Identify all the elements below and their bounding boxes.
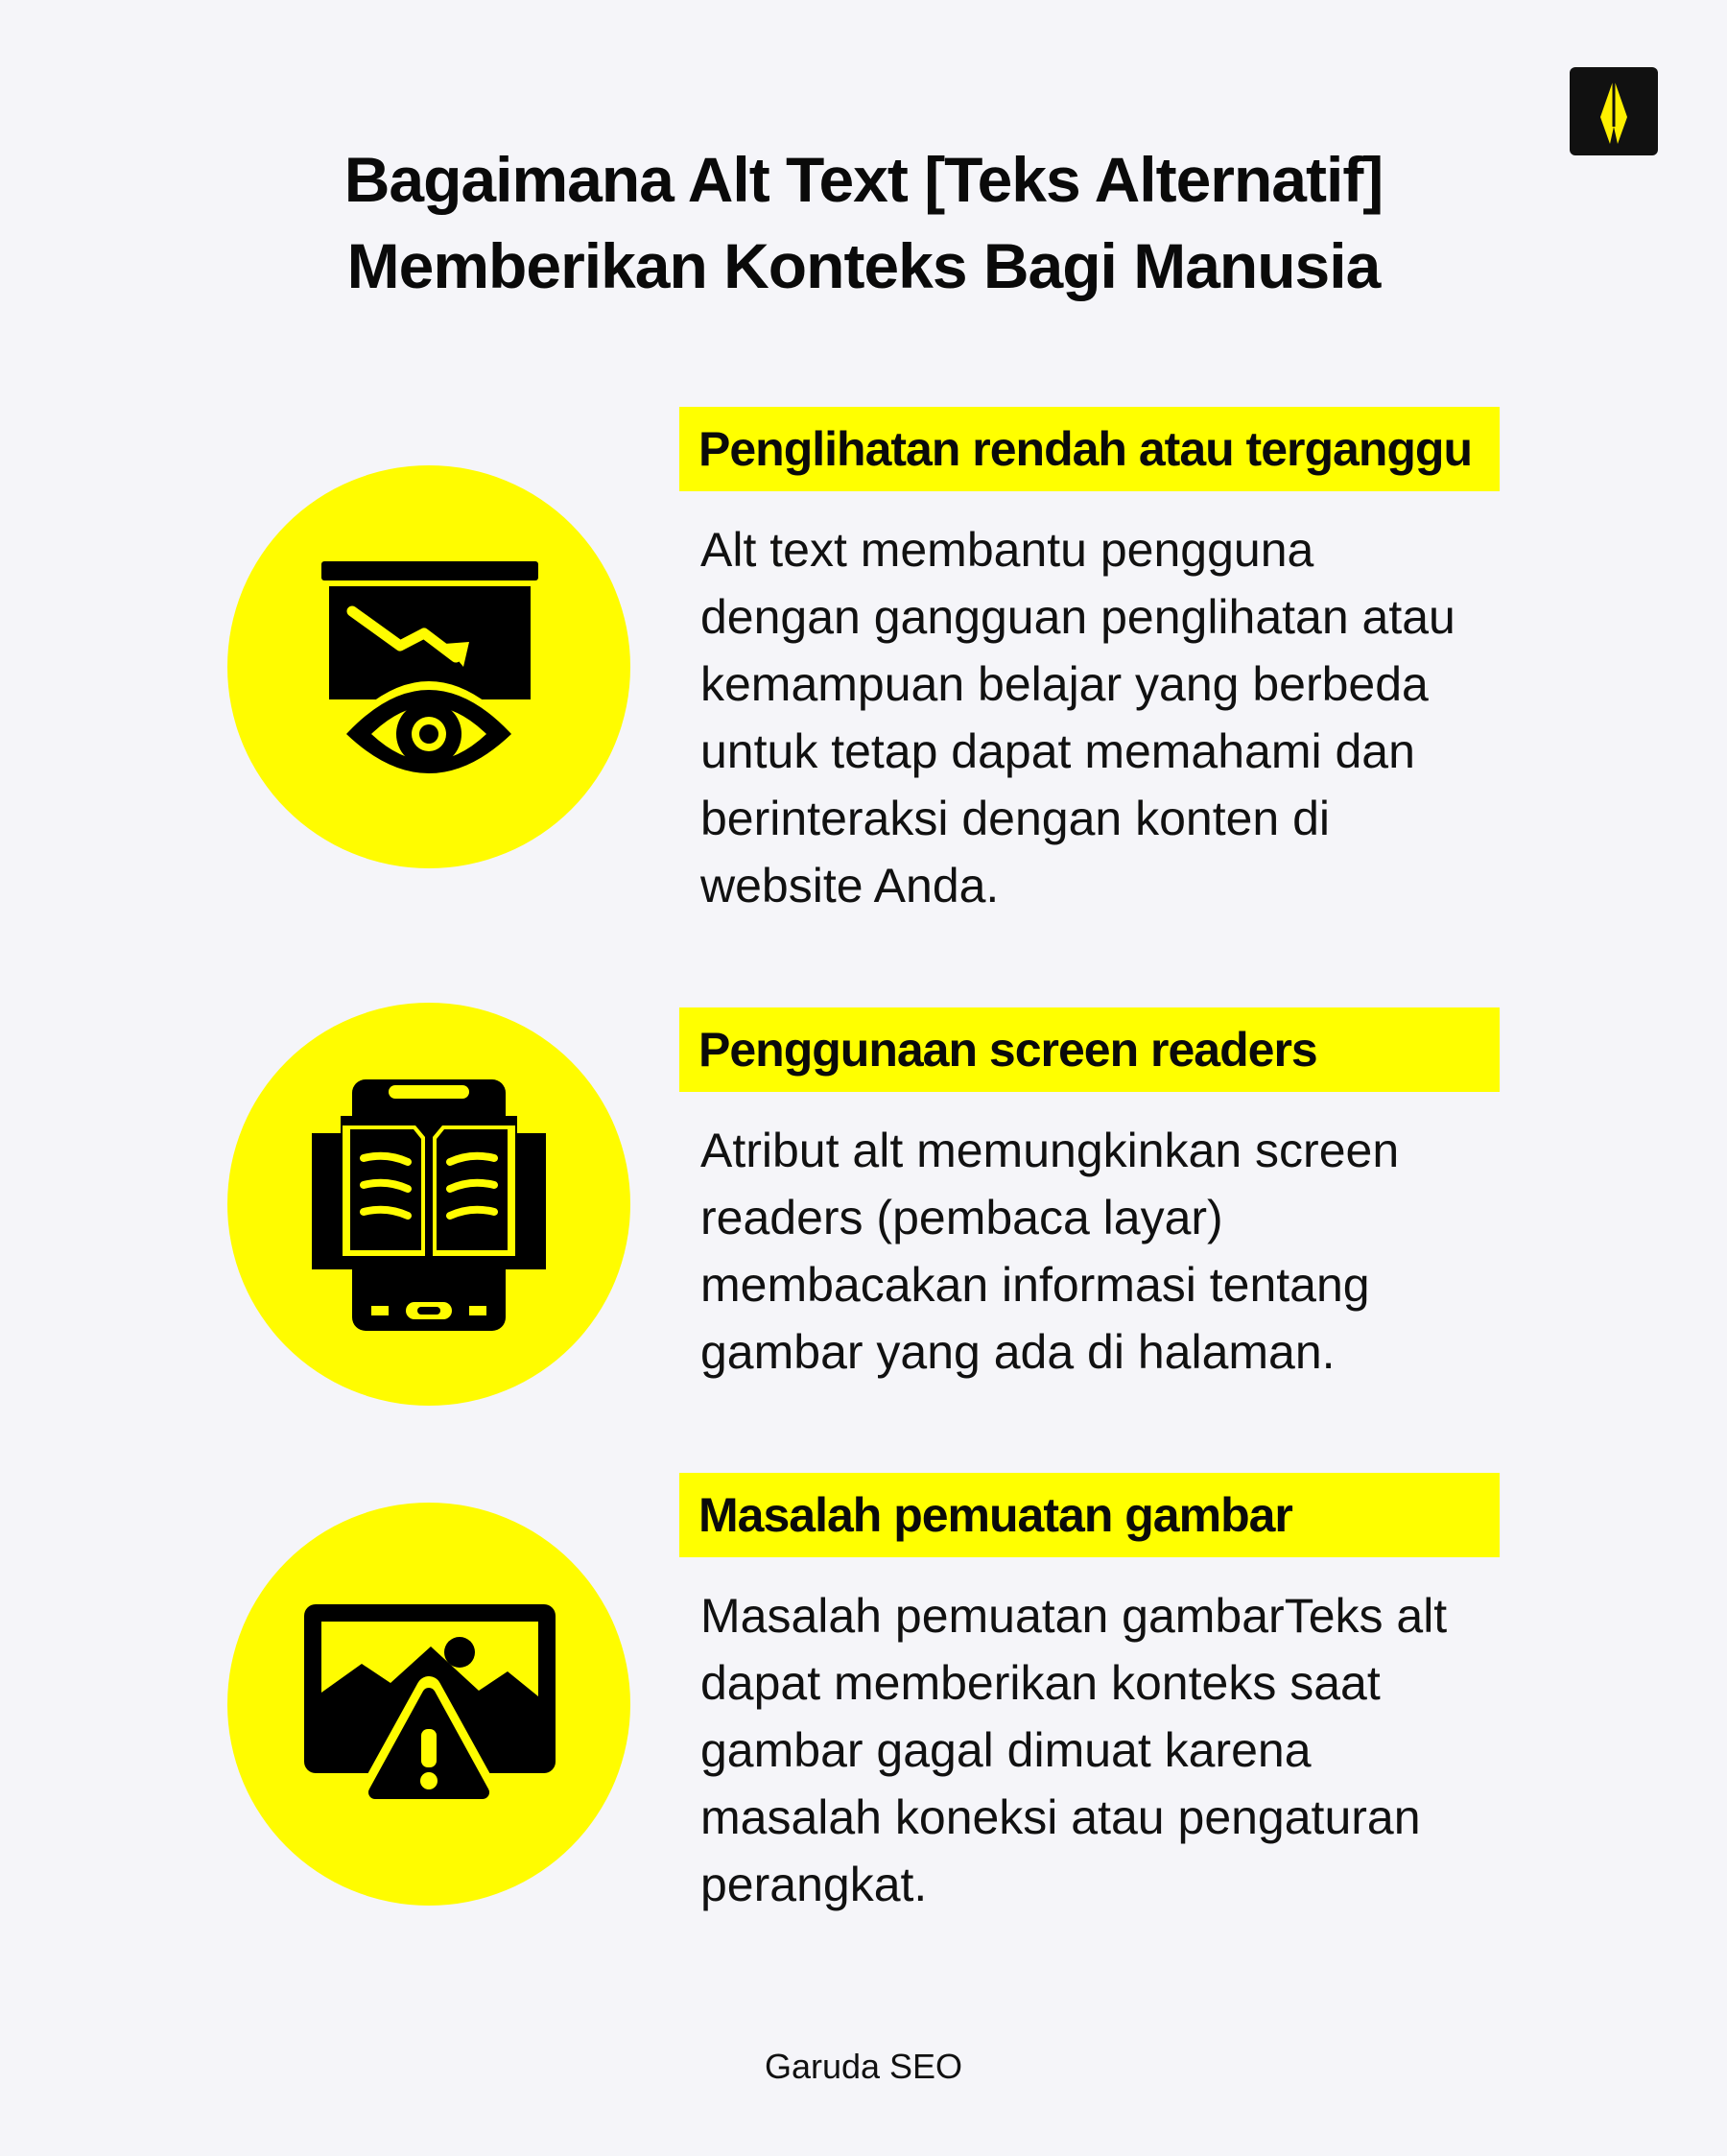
page-title-line-1: Bagaimana Alt Text [Teks Alternatif]	[343, 144, 1384, 215]
description-line: website Anda.	[700, 859, 1000, 912]
footer-brand: Garuda SEO	[764, 2047, 963, 2086]
section-heading-box	[679, 1473, 1500, 1557]
section-heading-box	[679, 1007, 1500, 1092]
chart-eye-icon	[227, 465, 630, 868]
section-description	[700, 516, 1497, 919]
section-heading-box	[679, 407, 1500, 491]
description-line: untuk tetap dapat memahami dan	[700, 724, 1415, 778]
description-line: masalah koneksi atau pengaturan	[700, 1790, 1421, 1844]
description-line: perangkat.	[700, 1858, 928, 1911]
description-line: dapat memberikan konteks saat	[700, 1656, 1381, 1710]
section-heading: Penggunaan screen readers	[698, 1023, 1317, 1077]
icon-circle	[227, 1503, 630, 1906]
phone-book-icon	[227, 1003, 630, 1406]
description-line: membacakan informasi tentang	[700, 1258, 1370, 1312]
page-title-line-2: Memberikan Konteks Bagi Manusia	[346, 230, 1381, 301]
section-description	[700, 1117, 1497, 1386]
description-line: dengan gangguan penglihatan atau	[700, 590, 1455, 644]
description-line: Alt text membantu pengguna	[700, 523, 1314, 577]
image-warning-icon	[227, 1503, 630, 1906]
icon-circle	[227, 1003, 630, 1406]
section-heading: Masalah pemuatan gambar	[698, 1488, 1292, 1542]
description-line: Atribut alt memungkinkan screen	[700, 1124, 1400, 1177]
description-line: Masalah pemuatan gambarTeks alt	[700, 1589, 1448, 1643]
description-line: gambar gagal dimuat karena	[700, 1723, 1312, 1777]
description-line: readers (pembaca layar)	[700, 1191, 1223, 1244]
section-heading: Penglihatan rendah atau terganggu	[698, 422, 1472, 476]
page-title	[0, 136, 1727, 309]
description-line: kemampuan belajar yang berbeda	[700, 657, 1429, 711]
description-line: gambar yang ada di halaman.	[700, 1325, 1336, 1379]
section-description	[700, 1582, 1497, 1918]
icon-circle	[227, 465, 630, 868]
description-line: berinteraksi dengan konten di	[700, 792, 1331, 845]
